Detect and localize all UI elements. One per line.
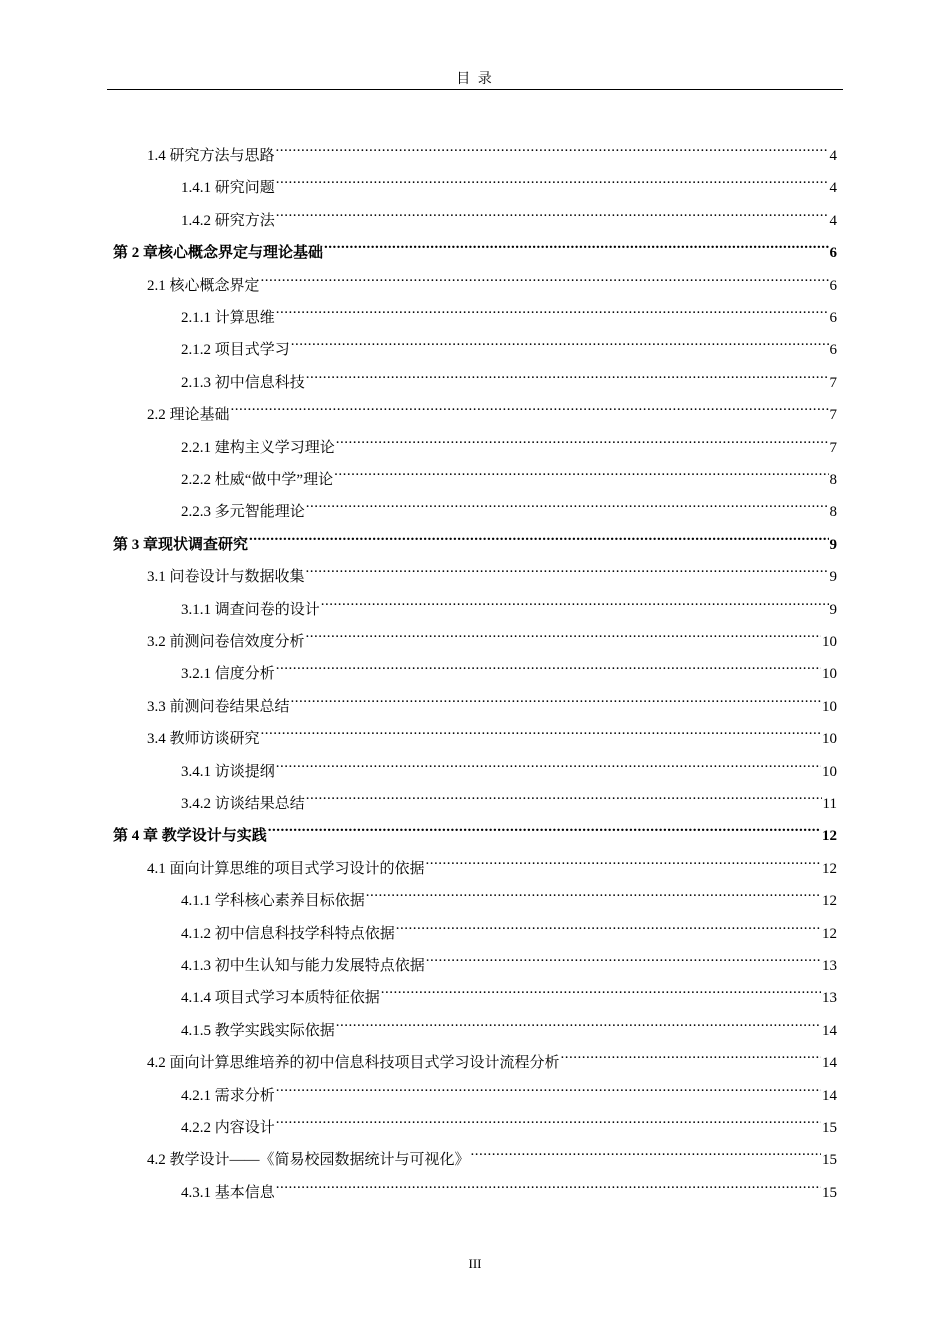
toc-entry-title: 2.2.1 建构主义学习理论 — [181, 439, 335, 456]
toc-entry[interactable] — [147, 268, 837, 294]
toc-entry-title: 3.1 问卷设计与数据收集 — [147, 569, 305, 586]
toc-leader-dots — [426, 851, 821, 873]
toc-entry[interactable] — [181, 883, 837, 910]
toc-entry-page: 13 — [822, 990, 837, 1007]
toc-entry[interactable] — [113, 818, 837, 845]
toc-entry-page: 10 — [822, 666, 837, 683]
toc-entry[interactable] — [147, 1142, 837, 1169]
toc-entry[interactable] — [181, 656, 837, 683]
page-header: 目 录 — [456, 72, 494, 87]
toc-entry-title: 1.4.2 研究方法 — [181, 212, 275, 229]
toc-entry-page: 14 — [822, 1022, 837, 1039]
toc-entry-page: 6 — [829, 342, 837, 359]
toc-leader-dots — [396, 916, 821, 938]
toc-entry-title: 2.1 核心概念界定 — [147, 277, 260, 294]
toc-entry-page: 10 — [822, 698, 837, 715]
toc-leader-dots — [276, 656, 821, 678]
toc-leader-dots — [324, 235, 828, 257]
toc-entry-page: 15 — [822, 1184, 837, 1201]
toc-entry-page: 6 — [829, 310, 837, 326]
toc-leader-dots — [426, 948, 821, 970]
toc-leader-dots — [336, 430, 829, 452]
toc-entry[interactable] — [147, 397, 837, 424]
toc-entry-title: 2.2.2 杜威“做中学”理论 — [181, 472, 334, 488]
toc-entry-title: 4.2.2 内容设计 — [181, 1120, 275, 1136]
toc-leader-dots — [276, 1078, 821, 1100]
toc-leader-dots — [306, 624, 821, 646]
toc-entry[interactable] — [147, 1045, 837, 1072]
toc-entry[interactable] — [181, 203, 837, 229]
toc-entry[interactable] — [147, 689, 837, 715]
toc-entry-title: 3.4 教师访谈研究 — [147, 731, 260, 748]
toc-entry-page: 12 — [822, 925, 837, 942]
toc-entry-title: 3.1.1 调查问卷的设计 — [181, 601, 320, 618]
toc-entry[interactable] — [181, 300, 837, 326]
toc-leader-dots — [261, 721, 821, 743]
toc-entry-page: 7 — [829, 407, 837, 424]
toc-entry-title: 4.2 教学设计——《简易校园数据统计与可视化》 — [147, 1152, 470, 1169]
toc-entry-page: 15 — [822, 1152, 837, 1169]
toc-leader-dots — [231, 397, 829, 419]
toc-leader-dots — [268, 818, 821, 840]
toc-entry[interactable] — [113, 527, 837, 553]
toc-entry-page: 13 — [822, 958, 837, 974]
toc-leader-dots — [291, 332, 829, 354]
toc-leader-dots — [291, 689, 821, 711]
toc-entry[interactable] — [181, 1013, 837, 1039]
toc-entry[interactable] — [181, 948, 837, 974]
toc-entry-title: 第 4 章 教学设计与实践 — [113, 828, 267, 845]
toc-leader-dots — [306, 365, 829, 387]
toc-leader-dots — [561, 1045, 821, 1067]
toc-entry-title: 4.1.2 初中信息科技学科特点依据 — [181, 925, 395, 942]
toc-entry-title: 4.3.1 基本信息 — [181, 1184, 275, 1201]
toc-entry-page: 11 — [822, 796, 837, 812]
toc-leader-dots — [471, 1142, 821, 1164]
toc-leader-dots — [276, 300, 829, 322]
toc-entry[interactable] — [181, 462, 837, 488]
toc-entry-page: 15 — [822, 1120, 837, 1136]
toc-entry-title: 3.4.2 访谈结果总结 — [181, 796, 305, 812]
toc-entry-page: 12 — [822, 893, 837, 910]
toc-entry-page: 14 — [822, 1087, 837, 1104]
toc-leader-dots — [334, 462, 828, 484]
toc-entry[interactable] — [147, 559, 837, 586]
toc-leader-dots — [276, 1110, 821, 1132]
toc-entry-title: 第 2 章核心概念界定与理论基础 — [113, 245, 324, 262]
toc-entry-title: 3.2 前测问卷信效度分析 — [147, 634, 305, 650]
toc-entry[interactable] — [181, 786, 837, 812]
toc-leader-dots — [261, 268, 829, 290]
toc-entry-page: 10 — [822, 763, 837, 780]
toc-entry-page: 4 — [829, 212, 837, 229]
toc-entry[interactable] — [181, 754, 837, 780]
toc-entry-title: 2.2.3 多元智能理论 — [181, 504, 305, 521]
toc-entry-page: 8 — [829, 504, 837, 521]
page-number: III — [468, 1256, 482, 1271]
toc-entry-title: 3.4.1 访谈提纲 — [181, 763, 275, 780]
toc-entry-title: 2.2 理论基础 — [147, 407, 230, 424]
toc-entry[interactable] — [181, 494, 837, 521]
toc-leader-dots — [336, 1013, 821, 1035]
toc-entry-title: 4.1.3 初中生认知与能力发展特点依据 — [181, 958, 425, 974]
toc-entry-title: 1.4.1 研究问题 — [181, 180, 275, 197]
toc-leader-dots — [276, 203, 829, 225]
toc-entry-page: 8 — [829, 472, 837, 488]
toc-entry-page: 9 — [829, 569, 837, 586]
toc-leader-dots — [321, 592, 829, 614]
toc-entry[interactable] — [181, 916, 837, 942]
toc-entry-page: 10 — [822, 634, 837, 650]
toc-leader-dots — [276, 754, 821, 776]
toc-entry-title: 4.1 面向计算思维的项目式学习设计的依据 — [147, 860, 425, 877]
toc-entry-title: 2.1.3 初中信息科技 — [181, 374, 305, 391]
toc-entry-page: 7 — [829, 374, 837, 391]
toc-entry-page: 4 — [829, 148, 837, 164]
header-rule — [107, 89, 843, 90]
toc-entry-page: 6 — [829, 277, 837, 294]
toc-entry-title: 2.1.1 计算思维 — [181, 310, 275, 326]
toc-entry[interactable] — [181, 1175, 837, 1201]
toc-entry[interactable] — [147, 624, 837, 650]
toc-leader-dots — [306, 559, 829, 581]
toc-entry[interactable] — [113, 235, 837, 262]
toc-entry[interactable] — [181, 592, 837, 618]
toc-entry-page: 7 — [829, 439, 837, 456]
toc-entry-title: 1.4 研究方法与思路 — [147, 148, 275, 164]
toc-entry-title: 第 3 章现状调查研究 — [113, 536, 249, 553]
toc-entry[interactable] — [181, 980, 837, 1007]
toc-leader-dots — [366, 883, 821, 905]
toc-entry-page: 12 — [822, 828, 837, 845]
toc-entry-title: 4.1.5 教学实践实际依据 — [181, 1022, 335, 1039]
toc-entry[interactable] — [147, 721, 837, 748]
toc-entry-page: 6 — [829, 245, 837, 262]
toc-entry-title: 4.1.4 项目式学习本质特征依据 — [181, 990, 380, 1007]
toc-entry[interactable] — [181, 1078, 837, 1104]
toc-leader-dots — [306, 786, 822, 808]
toc-entry[interactable] — [181, 332, 837, 359]
toc-entry-title: 4.2 面向计算思维培养的初中信息科技项目式学习设计流程分析 — [147, 1055, 560, 1072]
toc-entry[interactable] — [181, 365, 837, 391]
toc-entry[interactable] — [181, 430, 837, 456]
toc-entry[interactable] — [147, 851, 837, 877]
toc-leader-dots — [249, 527, 828, 549]
toc-entry[interactable] — [147, 138, 837, 164]
toc-entry-page: 9 — [829, 601, 837, 618]
toc-entry-title: 4.1.1 学科核心素养目标依据 — [181, 893, 365, 910]
toc-entry-title: 2.1.2 项目式学习 — [181, 342, 290, 359]
toc-leader-dots — [306, 494, 829, 516]
toc-entry-page: 4 — [829, 180, 837, 197]
toc-entry-title: 3.2.1 信度分析 — [181, 666, 275, 683]
toc-entry-page: 9 — [829, 536, 837, 553]
toc-leader-dots — [276, 1175, 821, 1197]
toc-entry-title: 4.2.1 需求分析 — [181, 1087, 275, 1104]
toc-entry-title: 3.3 前测问卷结果总结 — [147, 698, 290, 715]
toc-entry-page: 14 — [822, 1055, 837, 1072]
toc-entry-page: 10 — [822, 731, 837, 748]
toc-leader-dots — [381, 980, 821, 1002]
toc-entry[interactable] — [181, 170, 837, 197]
toc-entry[interactable] — [181, 1110, 837, 1136]
toc-leader-dots — [276, 170, 829, 192]
toc-leader-dots — [276, 138, 829, 160]
toc-entry-page: 12 — [822, 860, 837, 877]
